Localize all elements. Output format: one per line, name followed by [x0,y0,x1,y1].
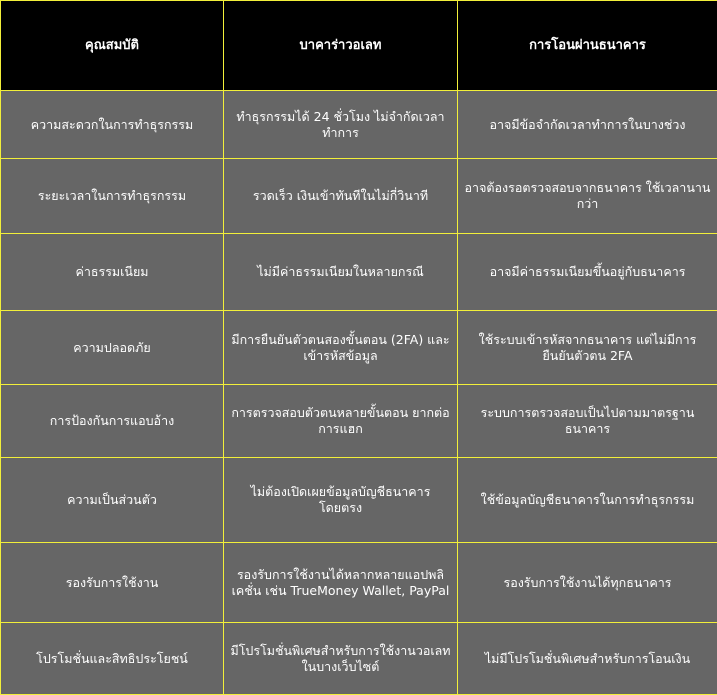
bank-cell: อาจมีค่าธรรมเนียมขึ้นอยู่กับธนาคาร [458,234,717,311]
table-row [1,385,717,458]
bank-cell: อาจต้องรอตรวจสอบจากธนาคาร ใช้เวลานานกว่า [458,159,717,234]
wallet-cell: การตรวจสอบตัวตนหลายขั้นตอน ยากต่อการแฮก [224,385,458,458]
bank-cell: อาจมีข้อจำกัดเวลาทำการในบางช่วง [458,91,717,159]
bank-cell: ใช้ระบบเข้ารหัสจากธนาคาร แต่ไม่มีการยืนยันตัวตน 2FA [458,311,717,385]
table-row [1,91,717,159]
wallet-cell: รวดเร็ว เงินเข้าทันทีในไม่กี่วินาที [224,159,458,234]
wallet-cell: มีโปรโมชั่นพิเศษสำหรับการใช้งานวอเลทในบางเว็บไซต์ [224,623,458,695]
feature-cell: การป้องกันการแอบอ้าง [1,385,224,458]
header-feature: คุณสมบัติ [1,1,224,91]
bank-cell: ใช้ข้อมูลบัญชีธนาคารในการทำธุรกรรม [458,458,717,543]
feature-cell: ความเป็นส่วนตัว [1,458,224,543]
feature-cell: ค่าธรรมเนียม [1,234,224,311]
feature-cell: รองรับการใช้งาน [1,543,224,623]
bank-cell: ระบบการตรวจสอบเป็นไปตามมาตรฐานธนาคาร [458,385,717,458]
wallet-cell: ไม่มีค่าธรรมเนียมในหลายกรณี [224,234,458,311]
table-row [1,623,717,695]
table-row [1,458,717,543]
feature-cell: ความสะดวกในการทำธุรกรรม [1,91,224,159]
header-bank-transfer: การโอนผ่านธนาคาร [458,1,717,91]
wallet-cell: รองรับการใช้งานได้หลากหลายแอปพลิเคชั่น เช่น TrueMoney Wallet, PayPal [224,543,458,623]
bank-cell: รองรับการใช้งานได้ทุกธนาคาร [458,543,717,623]
header-row [1,1,717,91]
table-row [1,234,717,311]
table-row [1,311,717,385]
wallet-cell: มีการยืนยันตัวตนสองขั้นตอน (2FA) และเข้ารหัสข้อมูล [224,311,458,385]
table-row [1,159,717,234]
wallet-cell: ทำธุรกรรมได้ 24 ชั่วโมง ไม่จำกัดเวลาทำการ [224,91,458,159]
feature-cell: ความปลอดภัย [1,311,224,385]
header-baccarat-wallet: บาคาร่าวอเลท [224,1,458,91]
wallet-cell: ไม่ต้องเปิดเผยข้อมูลบัญชีธนาคารโดยตรง [224,458,458,543]
table-header [1,1,717,91]
feature-cell: โปรโมชั่นและสิทธิประโยชน์ [1,623,224,695]
table-row [1,543,717,623]
feature-cell: ระยะเวลาในการทำธุรกรรม [1,159,224,234]
table-body [1,91,717,695]
bank-cell: ไม่มีโปรโมชั่นพิเศษสำหรับการโอนเงิน [458,623,717,695]
